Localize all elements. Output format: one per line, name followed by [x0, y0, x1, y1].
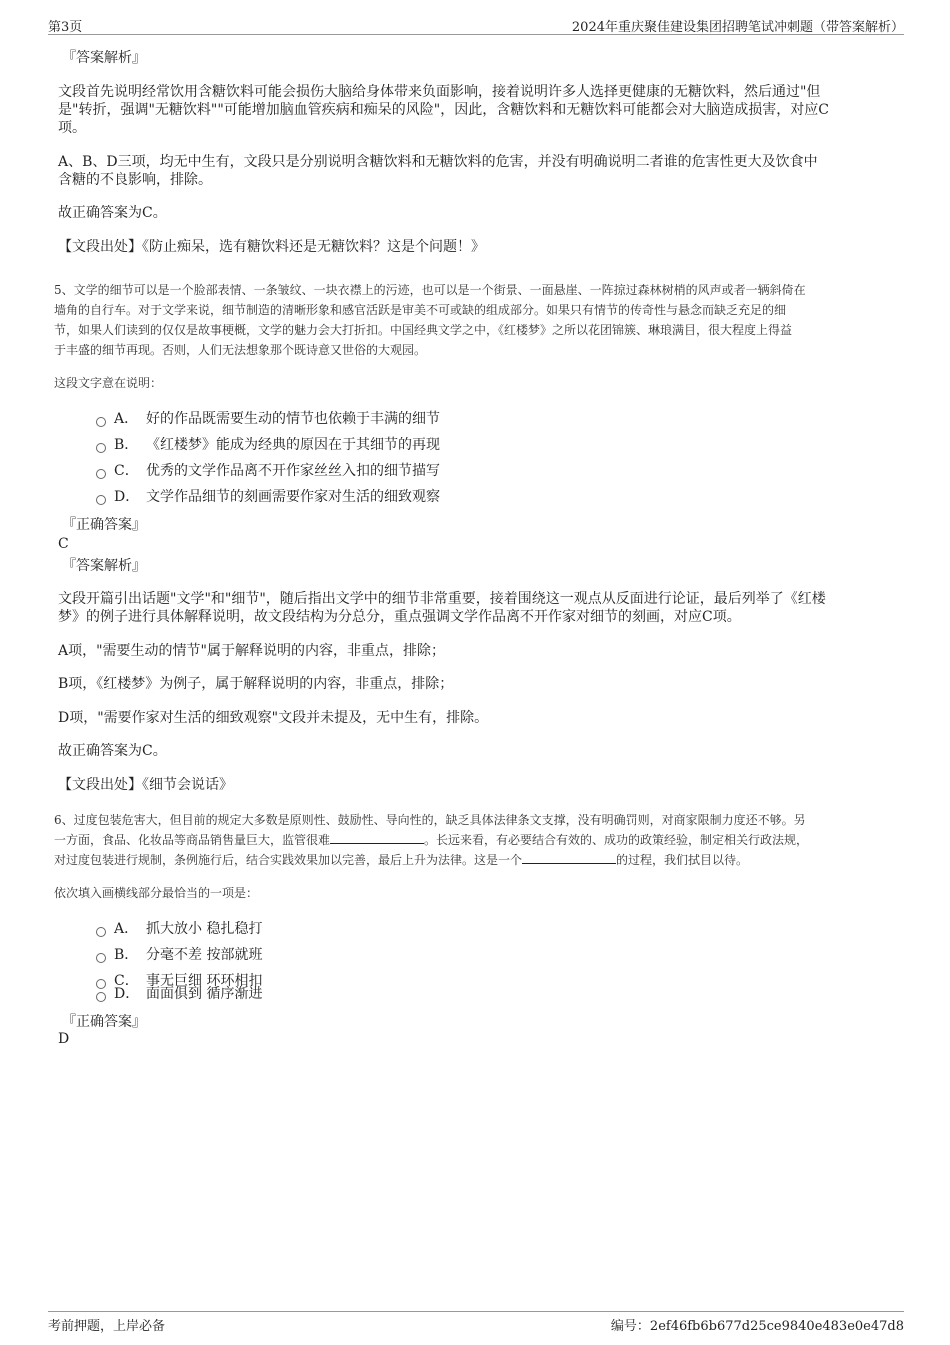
- option-text: 《红楼梦》能成为经典的原因在于其细节的再现: [146, 437, 440, 453]
- q5-stem-line4: 于丰盛的细节再现。否则，人们无法想象那个既诗意又世俗的大观园。: [54, 343, 427, 357]
- q5-option-c[interactable]: [96, 461, 440, 481]
- radio-icon[interactable]: [96, 417, 106, 427]
- q5-stem-line1: 5、文学的细节可以是一个脸部表情、一条皱纹、一块衣襟上的污迹，也可以是一个街景、一面悬崖、一阵掠过森林树梢的风声或者一辆斜倚在: [54, 283, 806, 297]
- q6-question: 依次填入画横线部分最恰当的一项是：: [54, 886, 259, 900]
- option-letter: B．: [114, 947, 139, 963]
- q4-analysis-label: 『答案解析』: [62, 50, 146, 66]
- page-header: [48, 14, 904, 35]
- option-letter: D．: [114, 489, 140, 505]
- footer-slogan: 考前押题，上岸必备: [48, 1319, 166, 1334]
- q4-conclusion: 故正确答案为C。: [58, 205, 167, 221]
- q6-option-b[interactable]: [96, 945, 262, 965]
- radio-icon[interactable]: [96, 443, 106, 453]
- q5-stem-line3: 节，如果人们读到的仅仅是故事梗概，文学的魅力会大打折扣。中国经典文学之中，《红楼梦》之所以花团锦簇、琳琅满目，很大程度上得益: [54, 323, 793, 337]
- q4-source: 【文段出处】《防止痴呆，选有糖饮料还是无糖饮料？这是个问题！》: [58, 239, 485, 255]
- option-letter: B．: [114, 437, 139, 453]
- q5-question: 这段文字意在说明：: [54, 376, 163, 390]
- q5-option-b[interactable]: [96, 435, 440, 455]
- q6-option-d[interactable]: [96, 984, 262, 1004]
- q6-stem-line2-part1: 一方面，食品、化妆品等商品销售量巨大，监管很难: [54, 833, 331, 847]
- q4-analysis-line3: 项。: [58, 120, 86, 136]
- q5-analysis-d: D项，"需要作家对生活的细致观察"文段并未提及，无中生有，排除。: [58, 710, 489, 726]
- option-letter: A．: [114, 921, 139, 937]
- document-id: 编号：2ef46fb6b677d25ce9840e483e0e47d8: [610, 1319, 904, 1334]
- q5-analysis-b: B项，《红楼梦》为例子，属于解释说明的内容，非重点，排除；: [58, 676, 454, 692]
- q5-analysis-label: 『答案解析』: [62, 558, 146, 574]
- q5-conclusion: 故正确答案为C。: [58, 743, 167, 759]
- q6-answer: D: [58, 1031, 70, 1047]
- q6-stem-line3: [54, 850, 748, 870]
- page-footer: [48, 1311, 904, 1334]
- radio-icon[interactable]: [96, 495, 106, 505]
- q5-answer-label: 『正确答案』: [62, 517, 146, 533]
- q5-analysis-line2: 梦》的例子进行具体解释说明，故文段结构为分总分，重点强调文学作品离不开作家对细节的刻画，对应C项。: [58, 609, 741, 625]
- option-letter: D．: [114, 986, 140, 1002]
- radio-icon[interactable]: [96, 469, 106, 479]
- q5-stem-line2: 墙角的自行车。对于文学来说，细节制造的清晰形象和感官活跃是审美不可或缺的组成部分。如果只有情节的传奇性与悬念而缺乏充足的细: [54, 303, 787, 317]
- q6-stem-line3-part2: 的过程，我们拭目以待。: [616, 853, 749, 867]
- q6-stem-line3-part1: 对过度包装进行规制，条例施行后，结合实践效果加以完善，最后上升为法律。这是一个: [54, 853, 523, 867]
- q5-analysis-line1: 文段开篇引出话题"文学"和"细节"，随后指出文学中的细节非常重要，接着围绕这一观点从反面进行论证，最后列举了《红楼: [58, 591, 826, 607]
- page-number: 第3页: [48, 20, 83, 35]
- q6-stem-line1: 6、过度包装危害大，但目前的规定大多数是原则性、鼓励性、导向性的，缺乏具体法律条文支撑，没有明确罚则，对商家限制力度还不够。另: [54, 813, 806, 827]
- radio-icon[interactable]: [96, 992, 106, 1002]
- q4-exclude-line1: A、B、D三项，均无中生有，文段只是分别说明含糖饮料和无糖饮料的危害，并没有明确说明二者谁的危害性更大及饮食中: [58, 154, 818, 170]
- option-text: 好的作品既需要生动的情节也依赖于丰满的细节: [146, 411, 440, 427]
- option-text: 面面俱到 循序渐进: [146, 986, 263, 1002]
- q4-exclude-line2: 含糖的不良影响，排除。: [58, 172, 212, 188]
- q6-answer-label: 『正确答案』: [62, 1014, 146, 1030]
- q4-analysis-line2: 是"转折，强调"无糖饮料""可能增加脑血管疾病和痴呆的风险"，因此，含糖饮料和无糖饮料可能都会对大脑造成损害，对应C: [58, 102, 829, 118]
- q5-source: 【文段出处】《细节会说话》: [58, 777, 233, 793]
- q4-analysis-line1: 文段首先说明经常饮用含糖饮料可能会损伤大脑给身体带来负面影响，接着说明许多人选择更健康的无糖饮料，然后通过"但: [58, 84, 821, 100]
- option-letter: C．: [114, 463, 139, 479]
- q6-option-a[interactable]: [96, 919, 262, 939]
- option-text: 事无巨细 环环相扣: [146, 973, 263, 989]
- radio-icon[interactable]: [96, 953, 106, 963]
- document-title: 2024年重庆聚佳建设集团招聘笔试冲刺题（带答案解析）: [571, 20, 904, 35]
- option-text: 抓大放小 稳扎稳打: [146, 921, 263, 937]
- fill-blank-2[interactable]: [522, 850, 616, 864]
- option-letter: C．: [114, 973, 139, 989]
- option-letter: A．: [114, 411, 139, 427]
- q5-option-d[interactable]: [96, 487, 440, 507]
- fill-blank-1[interactable]: [330, 830, 424, 844]
- q6-stem-line2: [54, 830, 808, 850]
- q6-stem-line2-part2: 。长远来看，有必要结合有效的、成功的政策经验，制定相关行政法规，: [424, 833, 809, 847]
- radio-icon[interactable]: [96, 927, 106, 937]
- option-text: 文学作品细节的刻画需要作家对生活的细致观察: [146, 489, 440, 505]
- option-text: 分毫不差 按部就班: [146, 947, 263, 963]
- q5-answer: C: [58, 536, 69, 552]
- option-text: 优秀的文学作品离不开作家丝丝入扣的细节描写: [146, 463, 440, 479]
- q5-option-a[interactable]: [96, 409, 440, 429]
- q5-analysis-a: A项，"需要生动的情节"属于解释说明的内容，非重点，排除；: [58, 643, 445, 659]
